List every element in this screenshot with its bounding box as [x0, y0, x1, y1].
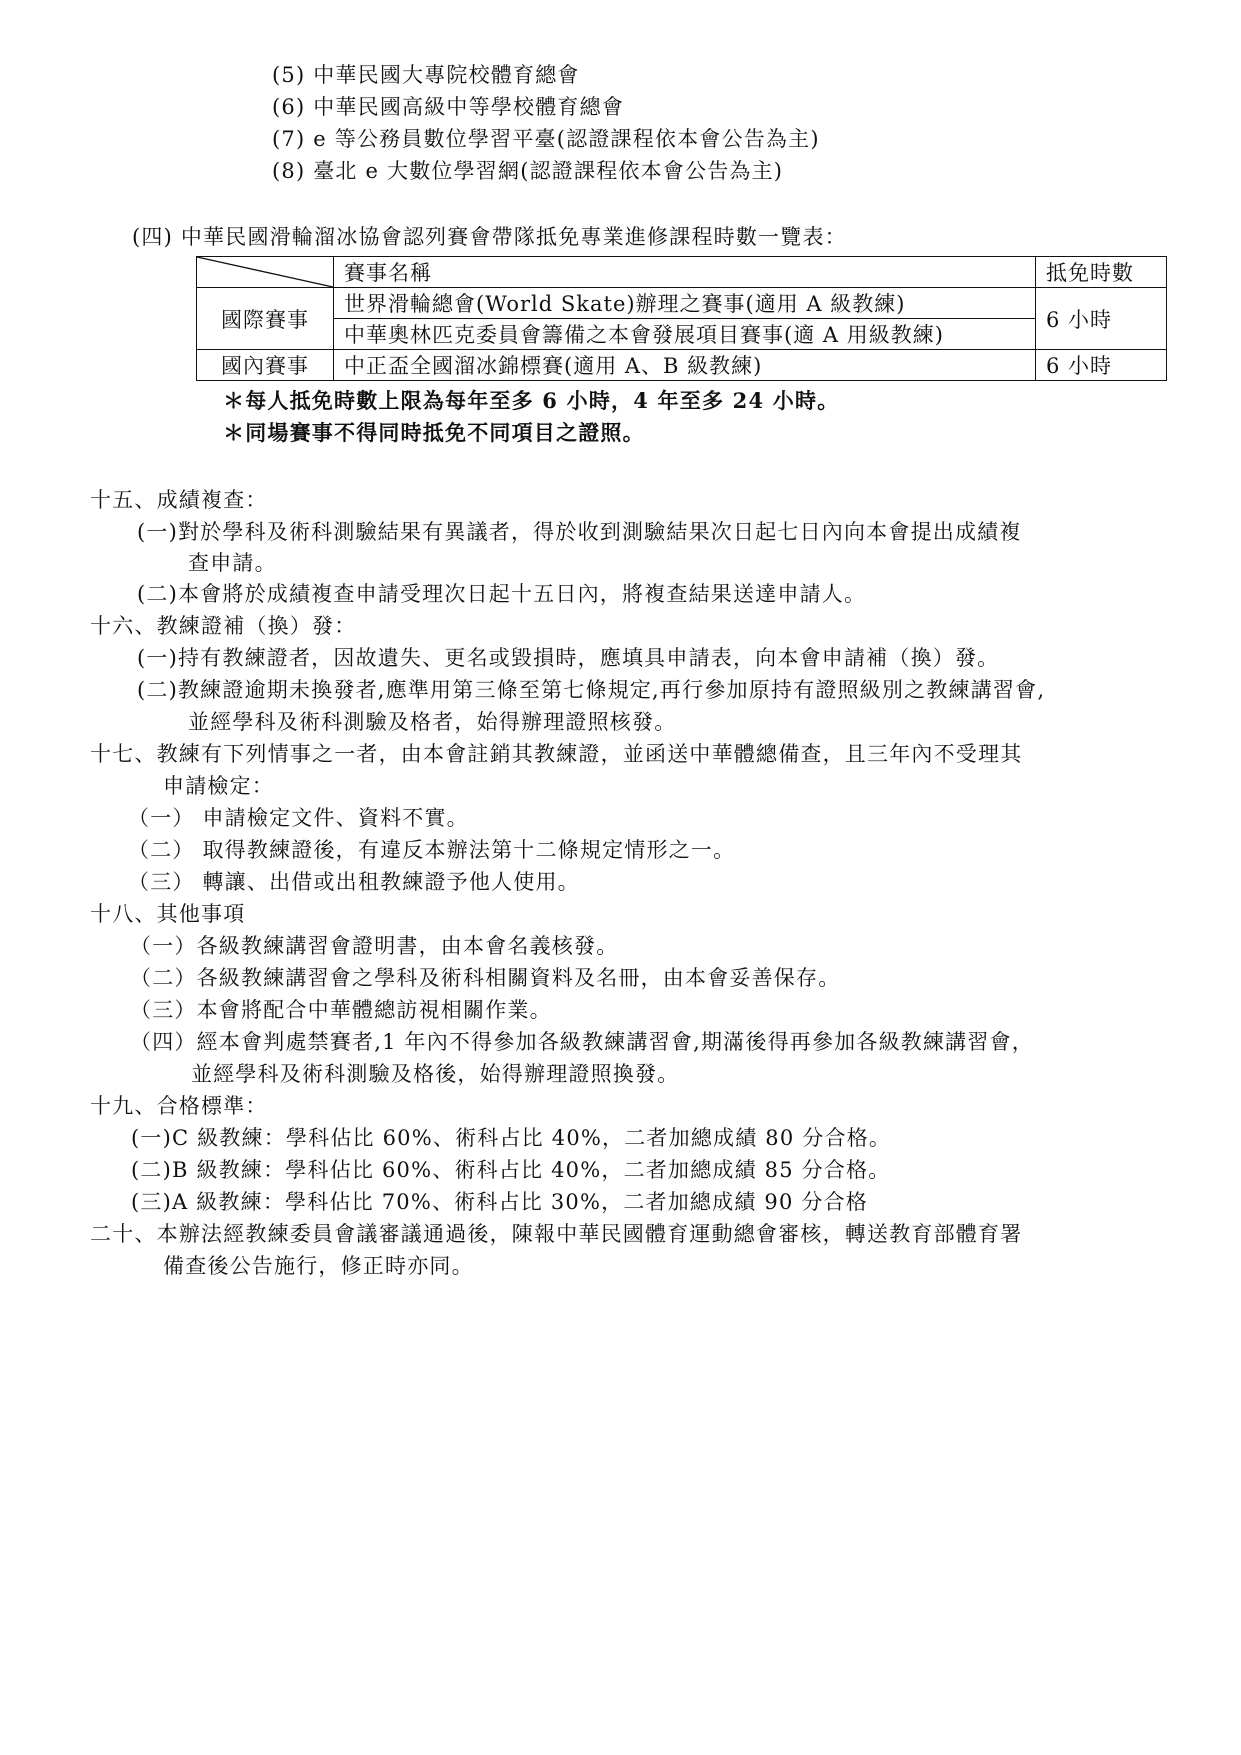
table-row — [197, 288, 1167, 319]
table-title: (四) 中華民國滑輪溜冰協會認列賽會帶隊抵免專業進修課程時數一覽表： — [132, 225, 847, 249]
paragraph: 申請檢定： — [163, 774, 274, 798]
list-item: (三)A 級教練：學科佔比 70%、術科占比 30%，二者加總成績 90 分合格 — [131, 1190, 868, 1214]
list-item: （四）經本會判處禁賽者,1 年內不得參加各級教練講習會,期滿後得再參加各級教練講習會， — [130, 1030, 1034, 1054]
list-item: (7) e 等公務員數位學習平臺(認證課程依本會公告為主) — [272, 127, 820, 151]
list-item: （二） 取得教練證後，有違反本辦法第十二條規定情形之一。 — [128, 838, 736, 862]
list-item: （三） 轉讓、出借或出租教練證予他人使用。 — [128, 870, 580, 894]
list-item: （二）各級教練講習會之學科及術科相關資料及名冊，由本會妥善保存。 — [130, 966, 841, 990]
hours-cell: 6 小時 — [1036, 350, 1167, 381]
list-item: （一） 申請檢定文件、資料不實。 — [128, 806, 469, 830]
diagonal-line — [197, 257, 333, 287]
section-heading: 十七、教練有下列情事之一者，由本會註銷其教練證，並函送中華體總備查，且三年內不受理其 — [90, 742, 1023, 766]
paragraph: (一)持有教練證者，因故遺失、更名或毀損時，應填具申請表，向本會申請補（換）發。 — [137, 646, 1000, 670]
list-item: （一）各級教練講習會證明書，由本會名義核發。 — [130, 934, 619, 958]
hours-cell: 6 小時 — [1036, 288, 1167, 350]
paragraph: (二)教練證逾期未換發者,應準用第三條至第七條規定,再行參加原持有證照級別之教練講習會, — [137, 678, 1046, 702]
section-heading: 二十、本辦法經教練委員會議審議通過後，陳報中華民國體育運動總會審核，轉送教育部體育署 — [90, 1222, 1023, 1246]
event-cell: 世界滑輪總會(World Skate)辦理之賽事(適用 A 級教練) — [334, 288, 1036, 319]
table-row — [197, 319, 1167, 350]
list-item: （三）本會將配合中華體總訪視相關作業。 — [130, 998, 552, 1022]
paragraph: (一)對於學科及術科測驗結果有異議者，得於收到測驗結果次日起七日內向本會提出成績複 — [137, 520, 1022, 544]
note: ＊每人抵免時數上限為每年至多 6 小時，4 年至多 24 小時。 — [223, 388, 840, 413]
event-cell: 中華奧林匹克委員會籌備之本會發展項目賽事(適 A 用級教練) — [334, 319, 1036, 350]
section-heading: 十五、成績複查： — [90, 488, 268, 512]
list-item: (一)C 級教練：學科佔比 60%、術科占比 40%，二者加總成績 80 分合格。 — [131, 1126, 892, 1150]
header-hours: 抵免時數 — [1036, 257, 1167, 288]
list-item: (二)B 級教練：學科佔比 60%、術科占比 40%，二者加總成績 85 分合格。 — [131, 1158, 891, 1182]
paragraph: 並經學科及術科測驗及格者，始得辦理證照核發。 — [188, 710, 677, 734]
credit-hours-table — [196, 256, 1167, 381]
paragraph: (二)本會將於成績複查申請受理次日起十五日內，將複查結果送達申請人。 — [137, 582, 867, 606]
list-item: (6) 中華民國高級中等學校體育總會 — [272, 95, 625, 119]
table-header-row — [197, 257, 1167, 288]
paragraph: 備查後公告施行，修正時亦同。 — [163, 1254, 474, 1278]
category-cell: 國際賽事 — [197, 288, 334, 350]
list-item: (5) 中華民國大專院校體育總會 — [272, 63, 580, 87]
table-row — [197, 350, 1167, 381]
note: ＊同場賽事不得同時抵免不同項目之證照。 — [223, 420, 645, 445]
section-heading: 十八、其他事項 — [90, 902, 246, 926]
paragraph: 並經學科及術科測驗及格後，始得辦理證照換發。 — [191, 1062, 680, 1086]
list-item: (8) 臺北 e 大數位學習網(認證課程依本會公告為主) — [272, 159, 784, 183]
header-event: 賽事名稱 — [334, 257, 1036, 288]
category-cell: 國內賽事 — [197, 350, 334, 381]
section-heading: 十九、合格標準： — [90, 1094, 268, 1118]
event-cell: 中正盃全國溜冰錦標賽(適用 A、B 級教練) — [334, 350, 1036, 381]
diagonal-header-cell — [197, 257, 334, 288]
paragraph: 查申請。 — [188, 551, 277, 575]
section-heading: 十六、教練證補（換）發： — [90, 614, 357, 638]
